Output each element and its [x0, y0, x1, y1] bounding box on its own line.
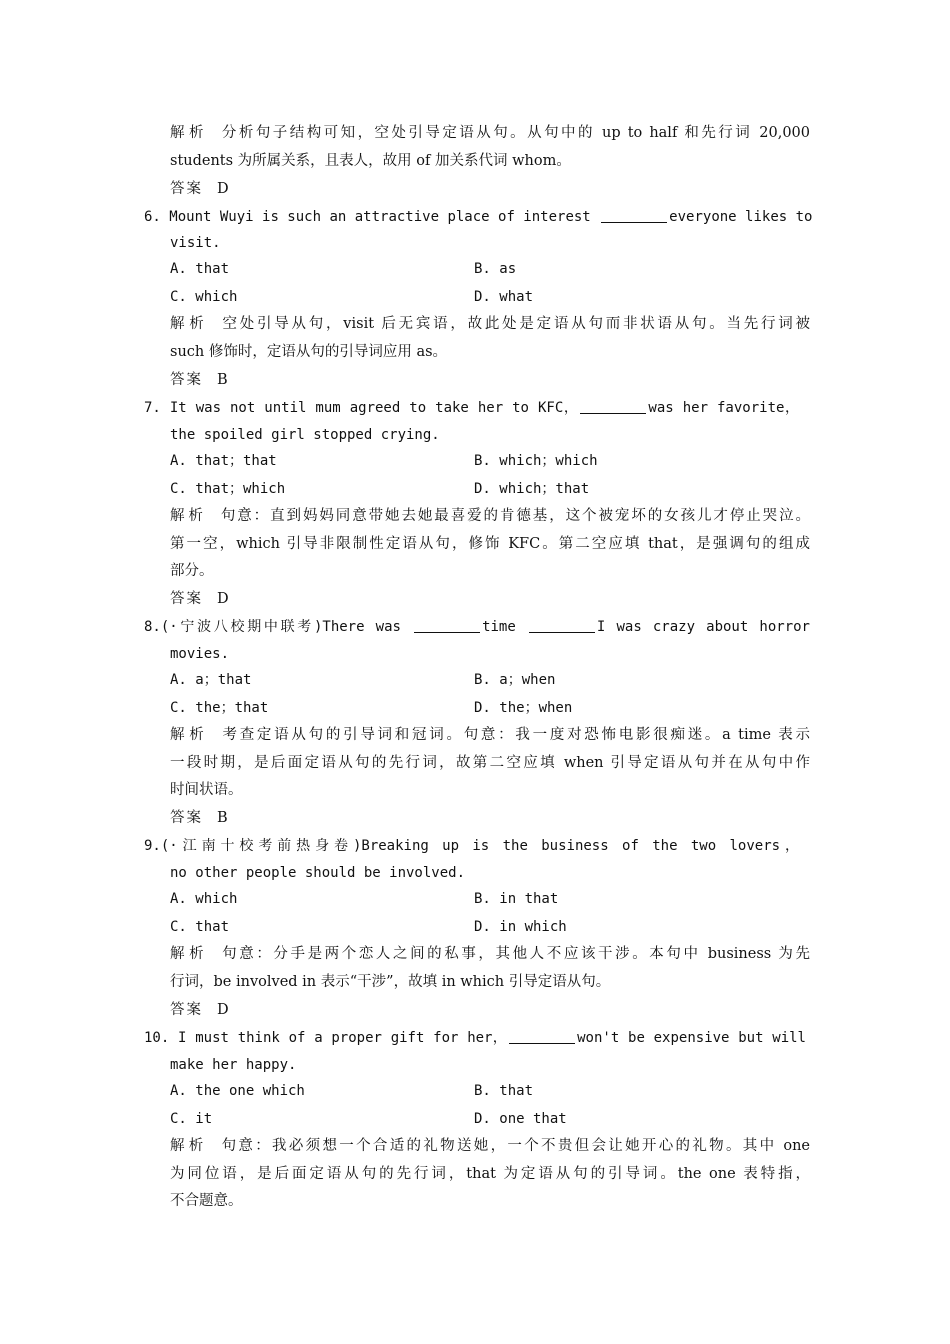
q6-explanation-line-1: 解析 空处引导从句，visit 后无宾语，故此处是定语从句而非状语从句。当先行词被: [170, 316, 811, 332]
q6-explanation-line-2: such 修饰时，定语从句的引导词应用 as。: [170, 344, 448, 360]
q9-stem-line-2: no other people should be involved.: [170, 865, 466, 881]
q5-explanation-line-1: 解析 分析句子结构可知，空处引导定语从句。从句中的 up to half 和先行词 20,000: [170, 125, 811, 141]
q9-option-d: D. in which: [474, 919, 567, 935]
q9-option-a: A. which: [170, 891, 238, 907]
answer-blank: [601, 208, 667, 223]
q8-explanation-line-3: 时间状语。: [170, 782, 243, 798]
q9-explanation-line-1: 解析 句意：分手是两个恋人之间的私事，其他人不应该干涉。本句中 business 为先: [170, 946, 811, 962]
q6-option-d: D. what: [474, 289, 534, 305]
q6-stem-line-2: visit.: [170, 235, 221, 251]
q6-option-c: C. which: [170, 289, 238, 305]
answer-blank: [509, 1029, 575, 1044]
q10-option-b: B. that: [474, 1083, 534, 1099]
q6-option-b: B. as: [474, 261, 517, 277]
q7-stem-line-1: 7. It was not until mum agreed to take her to KFC， was her favorite，: [144, 400, 799, 416]
q9-option-b: B. in that: [474, 891, 559, 907]
q10-option-d: D. one that: [474, 1111, 567, 1127]
q8-stem-line-1: 8.(·宁波八校期中联考)There was time I was crazy about horror: [144, 619, 810, 635]
q10-option-a: A. the one which: [170, 1083, 305, 1099]
answer-blank: [580, 399, 646, 414]
q10-stem-line-1: 10. I must think of a proper gift for her， won't be expensive but will: [144, 1030, 806, 1046]
q5-explanation-line-2: students 为所属关系，且表人，故用 of 加关系代词 whom。: [170, 153, 571, 169]
q6-stem-line-1: 6. Mount Wuyi is such an attractive place of interest everyone likes to: [144, 209, 813, 225]
q7-explanation-line-1: 解析 句意：直到妈妈同意带她去她最喜爱的肯德基，这个被宠坏的女孩儿才停止哭泣。: [170, 508, 811, 524]
q8-option-d: D. the；when: [474, 700, 573, 716]
q10-explanation-line-3: 不合题意。: [170, 1193, 243, 1209]
answer-blank: [414, 618, 480, 633]
answer-blank: [529, 618, 595, 633]
q8-explanation-line-1: 解析 考查定语从句的引导词和冠词。句意：我一度对恐怖电影很痴迷。a time 表示: [170, 727, 811, 743]
q10-option-c: C. it: [170, 1111, 213, 1127]
q7-stem-line-2: the spoiled girl stopped crying.: [170, 427, 440, 443]
q8-option-c: C. the；that: [170, 700, 269, 716]
q7-option-c: C. that；which: [170, 481, 286, 497]
q5-answer: 答案 D: [170, 181, 229, 197]
q9-option-c: C. that: [170, 919, 230, 935]
q7-option-b: B. which；which: [474, 453, 598, 469]
q7-option-d: D. which；that: [474, 481, 590, 497]
q10-stem-line-2: make her happy.: [170, 1057, 297, 1073]
q8-explanation-line-2: 一段时期，是后面定语从句的先行词，故第二空应填 when 引导定语从句并在从句中作: [170, 755, 810, 771]
q6-answer: 答案 B: [170, 372, 228, 388]
q9-stem-line-1: 9.(·江南十校考前热身卷)Breaking up is the business of the two lovers，: [144, 838, 799, 854]
q7-option-a: A. that；that: [170, 453, 277, 469]
q9-answer: 答案 D: [170, 1002, 229, 1018]
q7-explanation-line-2: 第一空，which 引导非限制性定语从句，修饰 KFC。第二空应填 that，是强调句的组成: [170, 536, 810, 552]
q8-option-a: A. a；that: [170, 672, 252, 688]
q10-explanation-line-2: 为同位语，是后面定语从句的先行词，that 为定语从句的引导词。the one 表特指，: [170, 1166, 810, 1182]
q10-explanation-line-1: 解析 句意：我必须想一个合适的礼物送她，一个不贵但会让她开心的礼物。其中 one: [170, 1138, 810, 1154]
q8-answer: 答案 B: [170, 810, 228, 826]
q8-stem-line-2: movies.: [170, 646, 230, 662]
q6-option-a: A. that: [170, 261, 230, 277]
q8-option-b: B. a；when: [474, 672, 556, 688]
q9-explanation-line-2: 行词，be involved in 表示“干涉”，故填 in which 引导定语从句。: [170, 974, 611, 990]
q7-answer: 答案 D: [170, 591, 229, 607]
q7-explanation-line-3: 部分。: [170, 563, 214, 579]
